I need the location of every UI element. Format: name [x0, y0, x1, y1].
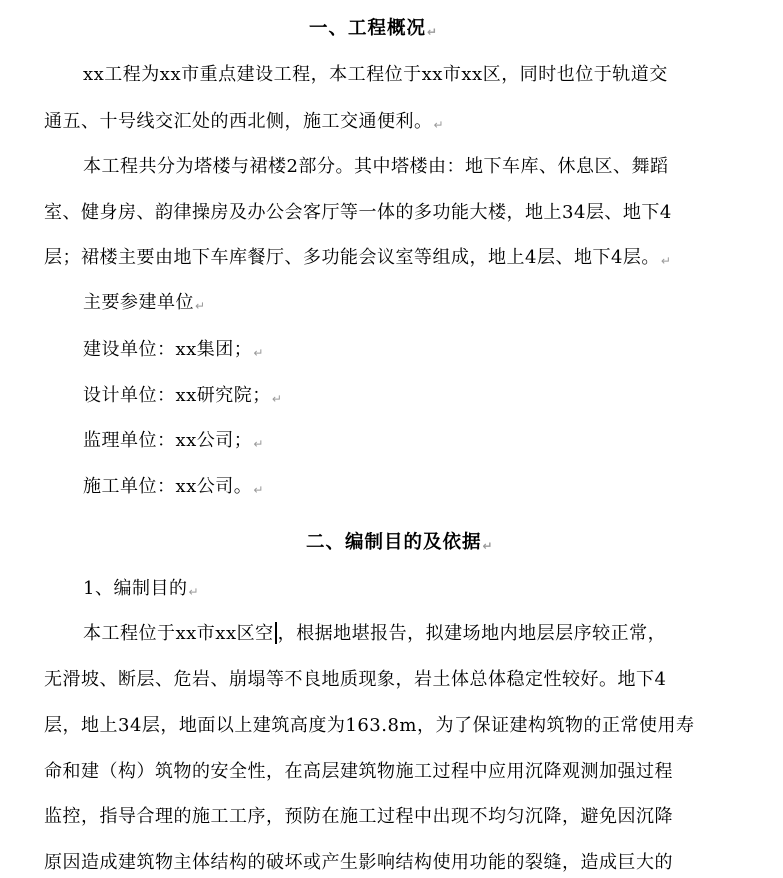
- paragraph-mark-icon: ↵: [427, 25, 438, 39]
- paragraph-line: 原因造成建筑物主体结构的破坏或产生影响结构使用功能的裂缝，造成巨大的: [44, 852, 673, 873]
- paragraph-line: 主要参建单位↵: [83, 292, 206, 313]
- paragraph-mark-icon: ↵: [271, 392, 282, 406]
- paragraph-mark-icon: ↵: [188, 585, 199, 599]
- paragraph-line: xx工程为xx市重点建设工程，本工程位于xx市xx区，同时也位于轨道交: [83, 64, 668, 85]
- paragraph-mark-icon: ↵: [482, 539, 493, 553]
- section-heading-overview: 一、工程概况↵: [309, 18, 438, 39]
- paragraph-mark-icon: ↵: [433, 118, 444, 132]
- paragraph-line: 层，地上34层，地面以上建筑高度为163.8m，为了保证建构筑物的正常使用寿: [44, 715, 695, 736]
- paragraph-line: 命和建（构）筑物的安全性，在高层建筑物施工过程中应用沉降观测加强过程: [44, 761, 673, 782]
- paragraph-mark-icon: ↵: [253, 346, 264, 360]
- paragraph-line: 无滑坡、断层、危岩、崩塌等不良地质现象，岩土体总体稳定性较好。地下4: [44, 669, 667, 690]
- paragraph-mark-icon: ↵: [253, 437, 264, 451]
- unit-list-item: 设计单位：xx研究院；↵: [83, 385, 282, 406]
- paragraph-line[interactable]: 本工程位于xx市xx区空 ，根据地堪报告，拟建场地内地层层序较正常，: [83, 623, 667, 644]
- paragraph-line: 本工程共分为塔楼与裙楼2部分。其中塔楼由：地下车库、休息区、舞蹈: [83, 156, 669, 177]
- text-cursor: [275, 622, 277, 644]
- unit-list-item: 施工单位：xx公司。↵: [83, 476, 264, 497]
- section-heading-purpose: 二、编制目的及依据↵: [306, 532, 493, 553]
- paragraph-line: 监控，指导合理的施工工序，预防在施工过程中出现不均匀沉降，避免因沉降: [44, 806, 673, 827]
- paragraph-line: 层；裙楼主要由地下车库餐厅、多功能会议室等组成，地上4层、地下4层。↵: [44, 247, 671, 268]
- paragraph-mark-icon: ↵: [195, 299, 206, 313]
- paragraph-line: 通五、十号线交汇处的西北侧，施工交通便利。↵: [44, 111, 444, 132]
- subheading-purpose: 1、编制目的↵: [83, 578, 199, 599]
- paragraph-mark-icon: ↵: [660, 254, 671, 268]
- paragraph-line: 室、健身房、韵律操房及办公会客厅等一体的多功能大楼，地上34层、地下4: [44, 202, 672, 223]
- unit-list-item: 建设单位：xx集团；↵: [83, 339, 264, 360]
- unit-list-item: 监理单位：xx公司；↵: [83, 430, 264, 451]
- paragraph-mark-icon: ↵: [253, 483, 264, 497]
